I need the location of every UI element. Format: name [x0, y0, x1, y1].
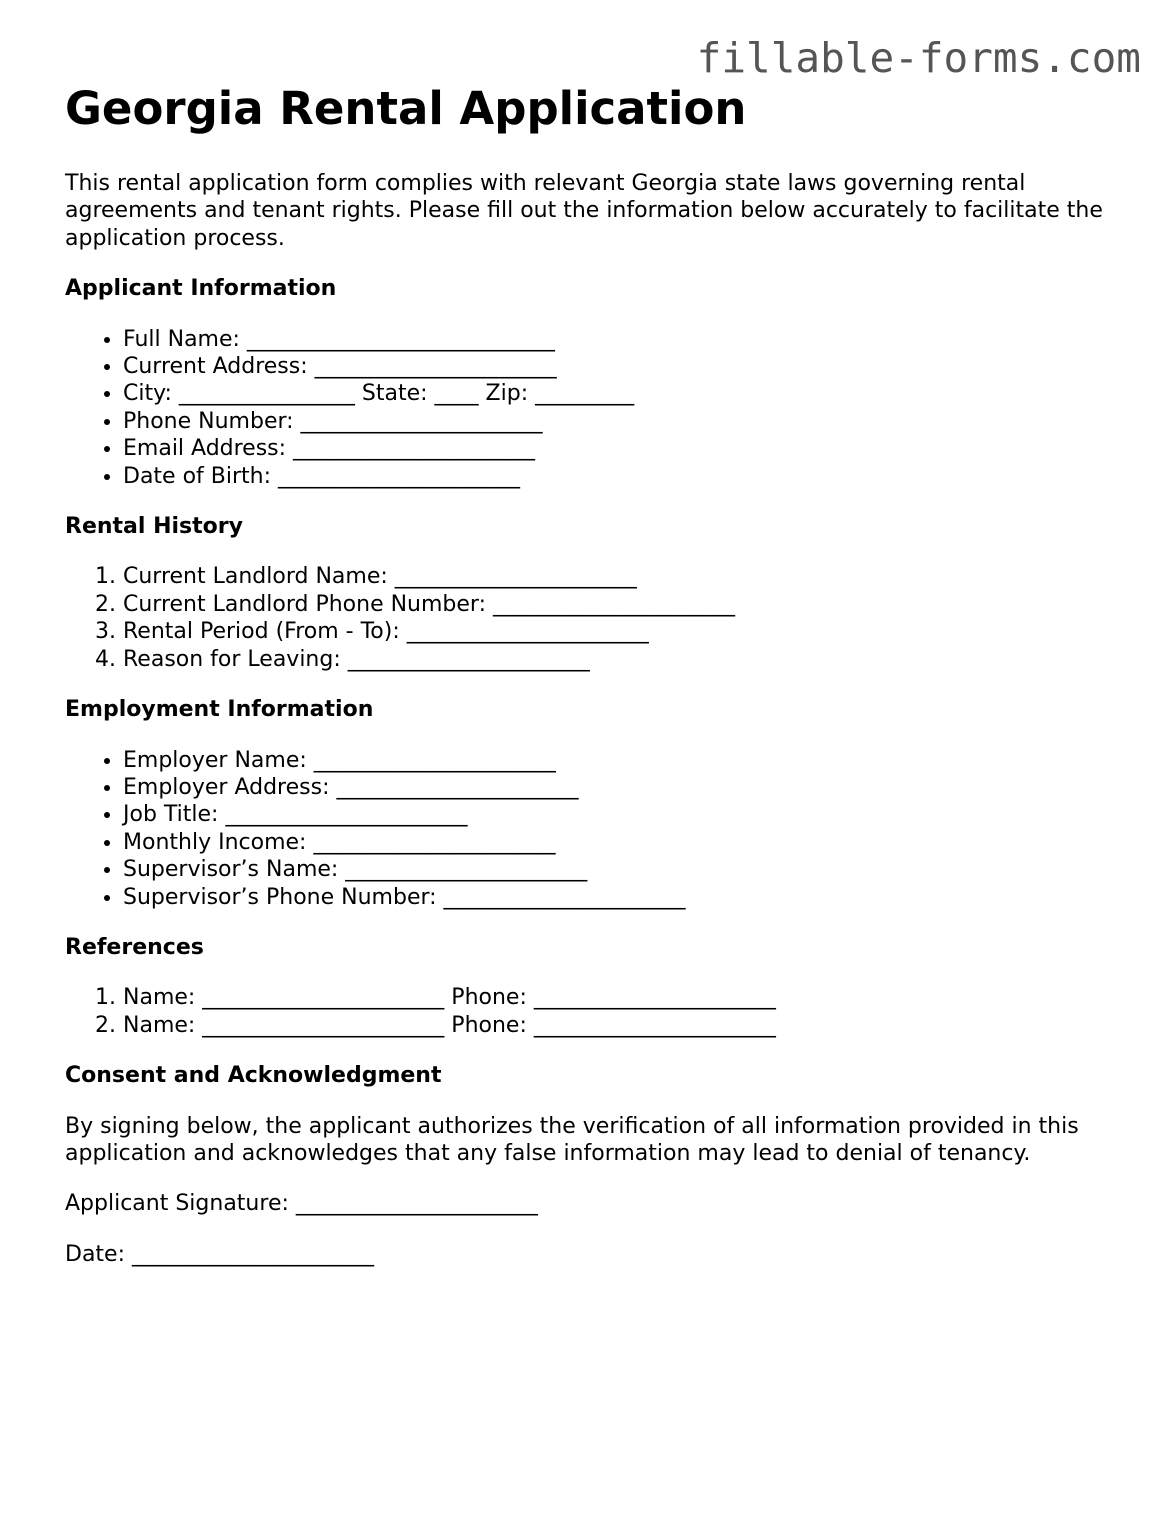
monthly-income-field[interactable]: • Monthly Income: ______________________ [123, 829, 1125, 856]
reference-2-field[interactable]: 2. Name: ______________________ Phone: ______________________ [123, 1012, 1125, 1039]
reason-for-leaving-field[interactable]: 4. Reason for Leaving: ______________________ [123, 646, 1125, 673]
employment-info-list [65, 747, 1125, 911]
rental-history-list [65, 563, 1125, 673]
supervisor-name-field[interactable]: • Supervisor’s Name: ______________________ [123, 856, 1125, 883]
phone-number-field[interactable]: • Phone Number: ______________________ [123, 408, 1125, 435]
landlord-phone-field[interactable]: 2. Current Landlord Phone Number: ______________________ [123, 591, 1125, 618]
rental-history-heading: Rental History [65, 514, 243, 540]
employment-info-heading: Employment Information [65, 697, 374, 723]
full-name-field[interactable]: • Full Name: ____________________________ [123, 326, 1125, 353]
city-state-zip-field[interactable]: • City: ________________ State: ____ Zip: _________ [123, 380, 1125, 407]
employer-address-field[interactable]: • Employer Address: ______________________ [123, 774, 1125, 801]
date-field[interactable]: Date: ______________________ [65, 1241, 374, 1267]
rental-period-field[interactable]: 3. Rental Period (From - To): ______________________ [123, 618, 1125, 645]
page-title: Georgia Rental Application [65, 82, 747, 135]
references-list [65, 984, 1125, 1039]
supervisor-phone-field[interactable]: • Supervisor’s Phone Number: ______________________ [123, 884, 1125, 911]
job-title-field[interactable]: • Job Title: ______________________ [123, 801, 1125, 828]
watermark: fillable-forms.com [696, 34, 1141, 82]
reference-1-field[interactable]: 1. Name: ______________________ Phone: ______________________ [123, 984, 1125, 1011]
date-of-birth-field[interactable]: • Date of Birth: ______________________ [123, 463, 1125, 490]
email-address-field[interactable]: • Email Address: ______________________ [123, 435, 1125, 462]
consent-paragraph: By signing below, the applicant authorizes the verification of all information provided in this application and acknowledges that any false information may lead to denial of tenancy. [65, 1113, 1079, 1166]
current-address-field[interactable]: • Current Address: ______________________ [123, 353, 1125, 380]
document-body [65, 170, 1125, 1291]
employer-name-field[interactable]: • Employer Name: ______________________ [123, 747, 1125, 774]
consent-heading: Consent and Acknowledgment [65, 1063, 442, 1089]
signature-field[interactable]: Applicant Signature: ______________________ [65, 1191, 538, 1217]
applicant-info-list [65, 326, 1125, 490]
intro-paragraph: This rental application form complies with relevant Georgia state laws governing rental agreements and tenant rights. Please fill out the information below accurately to facilitate the application process. [65, 171, 1103, 251]
landlord-name-field[interactable]: 1. Current Landlord Name: ______________________ [123, 563, 1125, 590]
applicant-info-heading: Applicant Information [65, 276, 337, 302]
references-heading: References [65, 934, 204, 960]
